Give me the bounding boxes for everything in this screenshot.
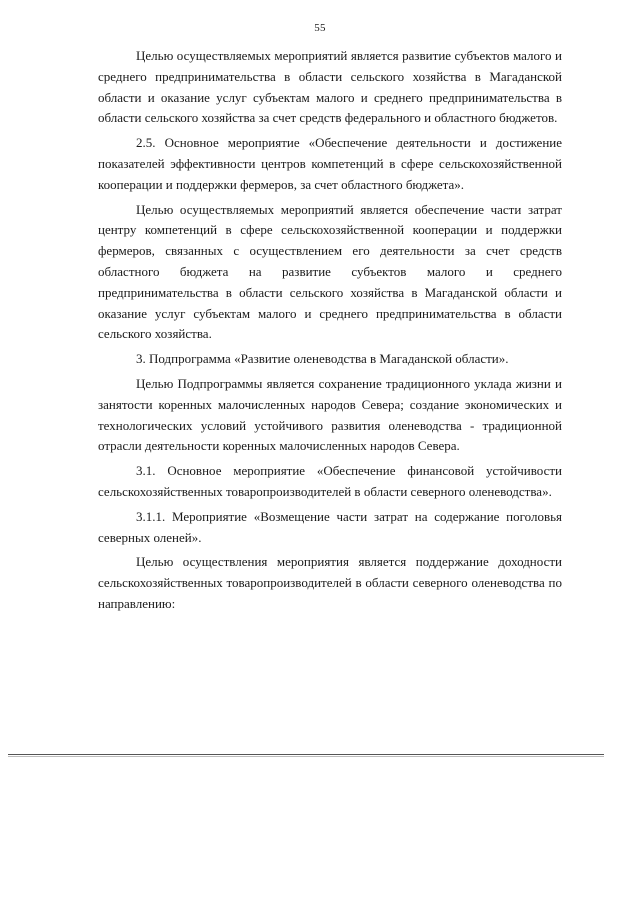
paragraph-measure-3-1-1: 3.1.1. Мероприятие «Возмещение части затрат на содержание поголовья северных оленей». (98, 508, 562, 545)
document-body (98, 46, 562, 619)
paragraph-subprogram-3: 3. Подпрограмма «Развитие оленеводства в Магаданской области». (136, 351, 509, 367)
paragraph-goal-small-business: Целью осуществляемых мероприятий является развитие субъектов малого и среднего предпринимательства в области сельского хозяйства в Магаданской области и оказание услуг субъектам малого и среднего предпринимательства в области сельского хозяйства за счет средств федерального и областного бюджетов. (98, 48, 562, 126)
paragraph-goal-reindeer: Целью осуществления мероприятия является поддержание доходности сельскохозяйственных товаропроизводителей в области северного оленеводства по направлению: (98, 554, 562, 611)
paragraph-subprogram-goal: Целью Подпрограммы является сохранение традиционного уклада жизни и занятости коренных малочисленных народов Севера; создание экономических и технологических условий устойчивого развития оленеводства - традиционной отрасли деятельности коренных малочисленных народов Севера. (98, 375, 562, 454)
paragraph-goal-competence-center: Целью осуществляемых мероприятий является обеспечение части затрат центру компетенций в сфере сельскохозяйственной кооперации и поддержки фермеров, связанных с осуществлением его деятельности за счет средств областного бюджета на развитие субъектов малого и среднего предпринимательства в области сельского хозяйства в Магаданской области и оказание услуг субъектам малого и среднего предпринимательства в области сельского хозяйства. (98, 201, 562, 342)
page-divider-shadow (8, 756, 604, 757)
page-divider (8, 754, 604, 755)
paragraph-measure-3-1: 3.1. Основное мероприятие «Обеспечение финансовой устойчивости сельскохозяйственных товаропроизводителей в области северного оленеводства». (98, 463, 562, 499)
paragraph-measure-2-5: 2.5. Основное мероприятие «Обеспечение деятельности и достижение показателей эффективности центров компетенций в сфере сельскохозяйственной кооперации и поддержки фермеров, за счет областного бюджета». (98, 135, 562, 192)
page-number: 55 (314, 22, 326, 34)
